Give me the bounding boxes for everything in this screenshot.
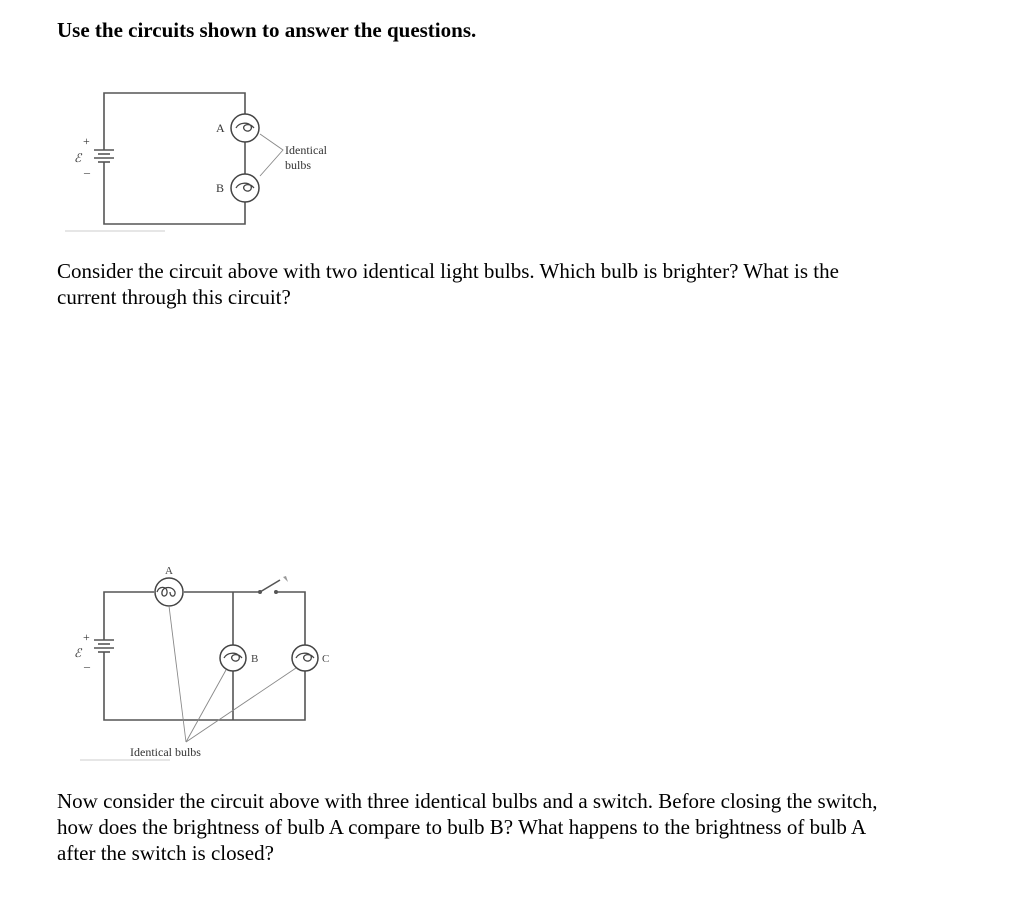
page-heading: Use the circuits shown to answer the questions. (57, 18, 477, 42)
bulb-b-label: B (216, 181, 225, 195)
circuit-2-wire (104, 592, 154, 640)
circuit-2-wire (104, 652, 305, 720)
question-2-text: Now consider the circuit above with three identical bulbs and a switch. Before closing the switch, how does the brightness of bulb A compare to bulb B? What happens to the brightness of bulb A after the switch is closed? (57, 789, 878, 865)
battery-minus-label: – (84, 659, 90, 673)
bulb-c-label: C (322, 653, 330, 665)
battery-minus-label: – (84, 165, 90, 179)
battery-plus-label: + (83, 134, 90, 148)
emf-symbol: ℰ (74, 646, 82, 660)
emf-symbol: ℰ (74, 151, 82, 165)
battery-plus-label: + (83, 630, 90, 644)
callout-label: Identical bulbs (130, 745, 201, 759)
callout-line-2: bulbs (285, 158, 312, 172)
bulb-a-icon (155, 578, 183, 606)
bulb-a-label: A (165, 565, 173, 577)
battery-symbol (94, 640, 114, 652)
bulb-a-label: A (216, 121, 225, 135)
question-1-text: Consider the circuit above with two identical light bulbs. Which bulb is brighter? What is the current through this circuit? (57, 259, 839, 309)
bulb-b-icon (220, 645, 246, 671)
circuit-2-wire (276, 592, 305, 645)
bulb-c-icon (292, 645, 318, 671)
bulb-b-label: B (251, 653, 259, 665)
callout-line-1: Identical (285, 143, 327, 157)
